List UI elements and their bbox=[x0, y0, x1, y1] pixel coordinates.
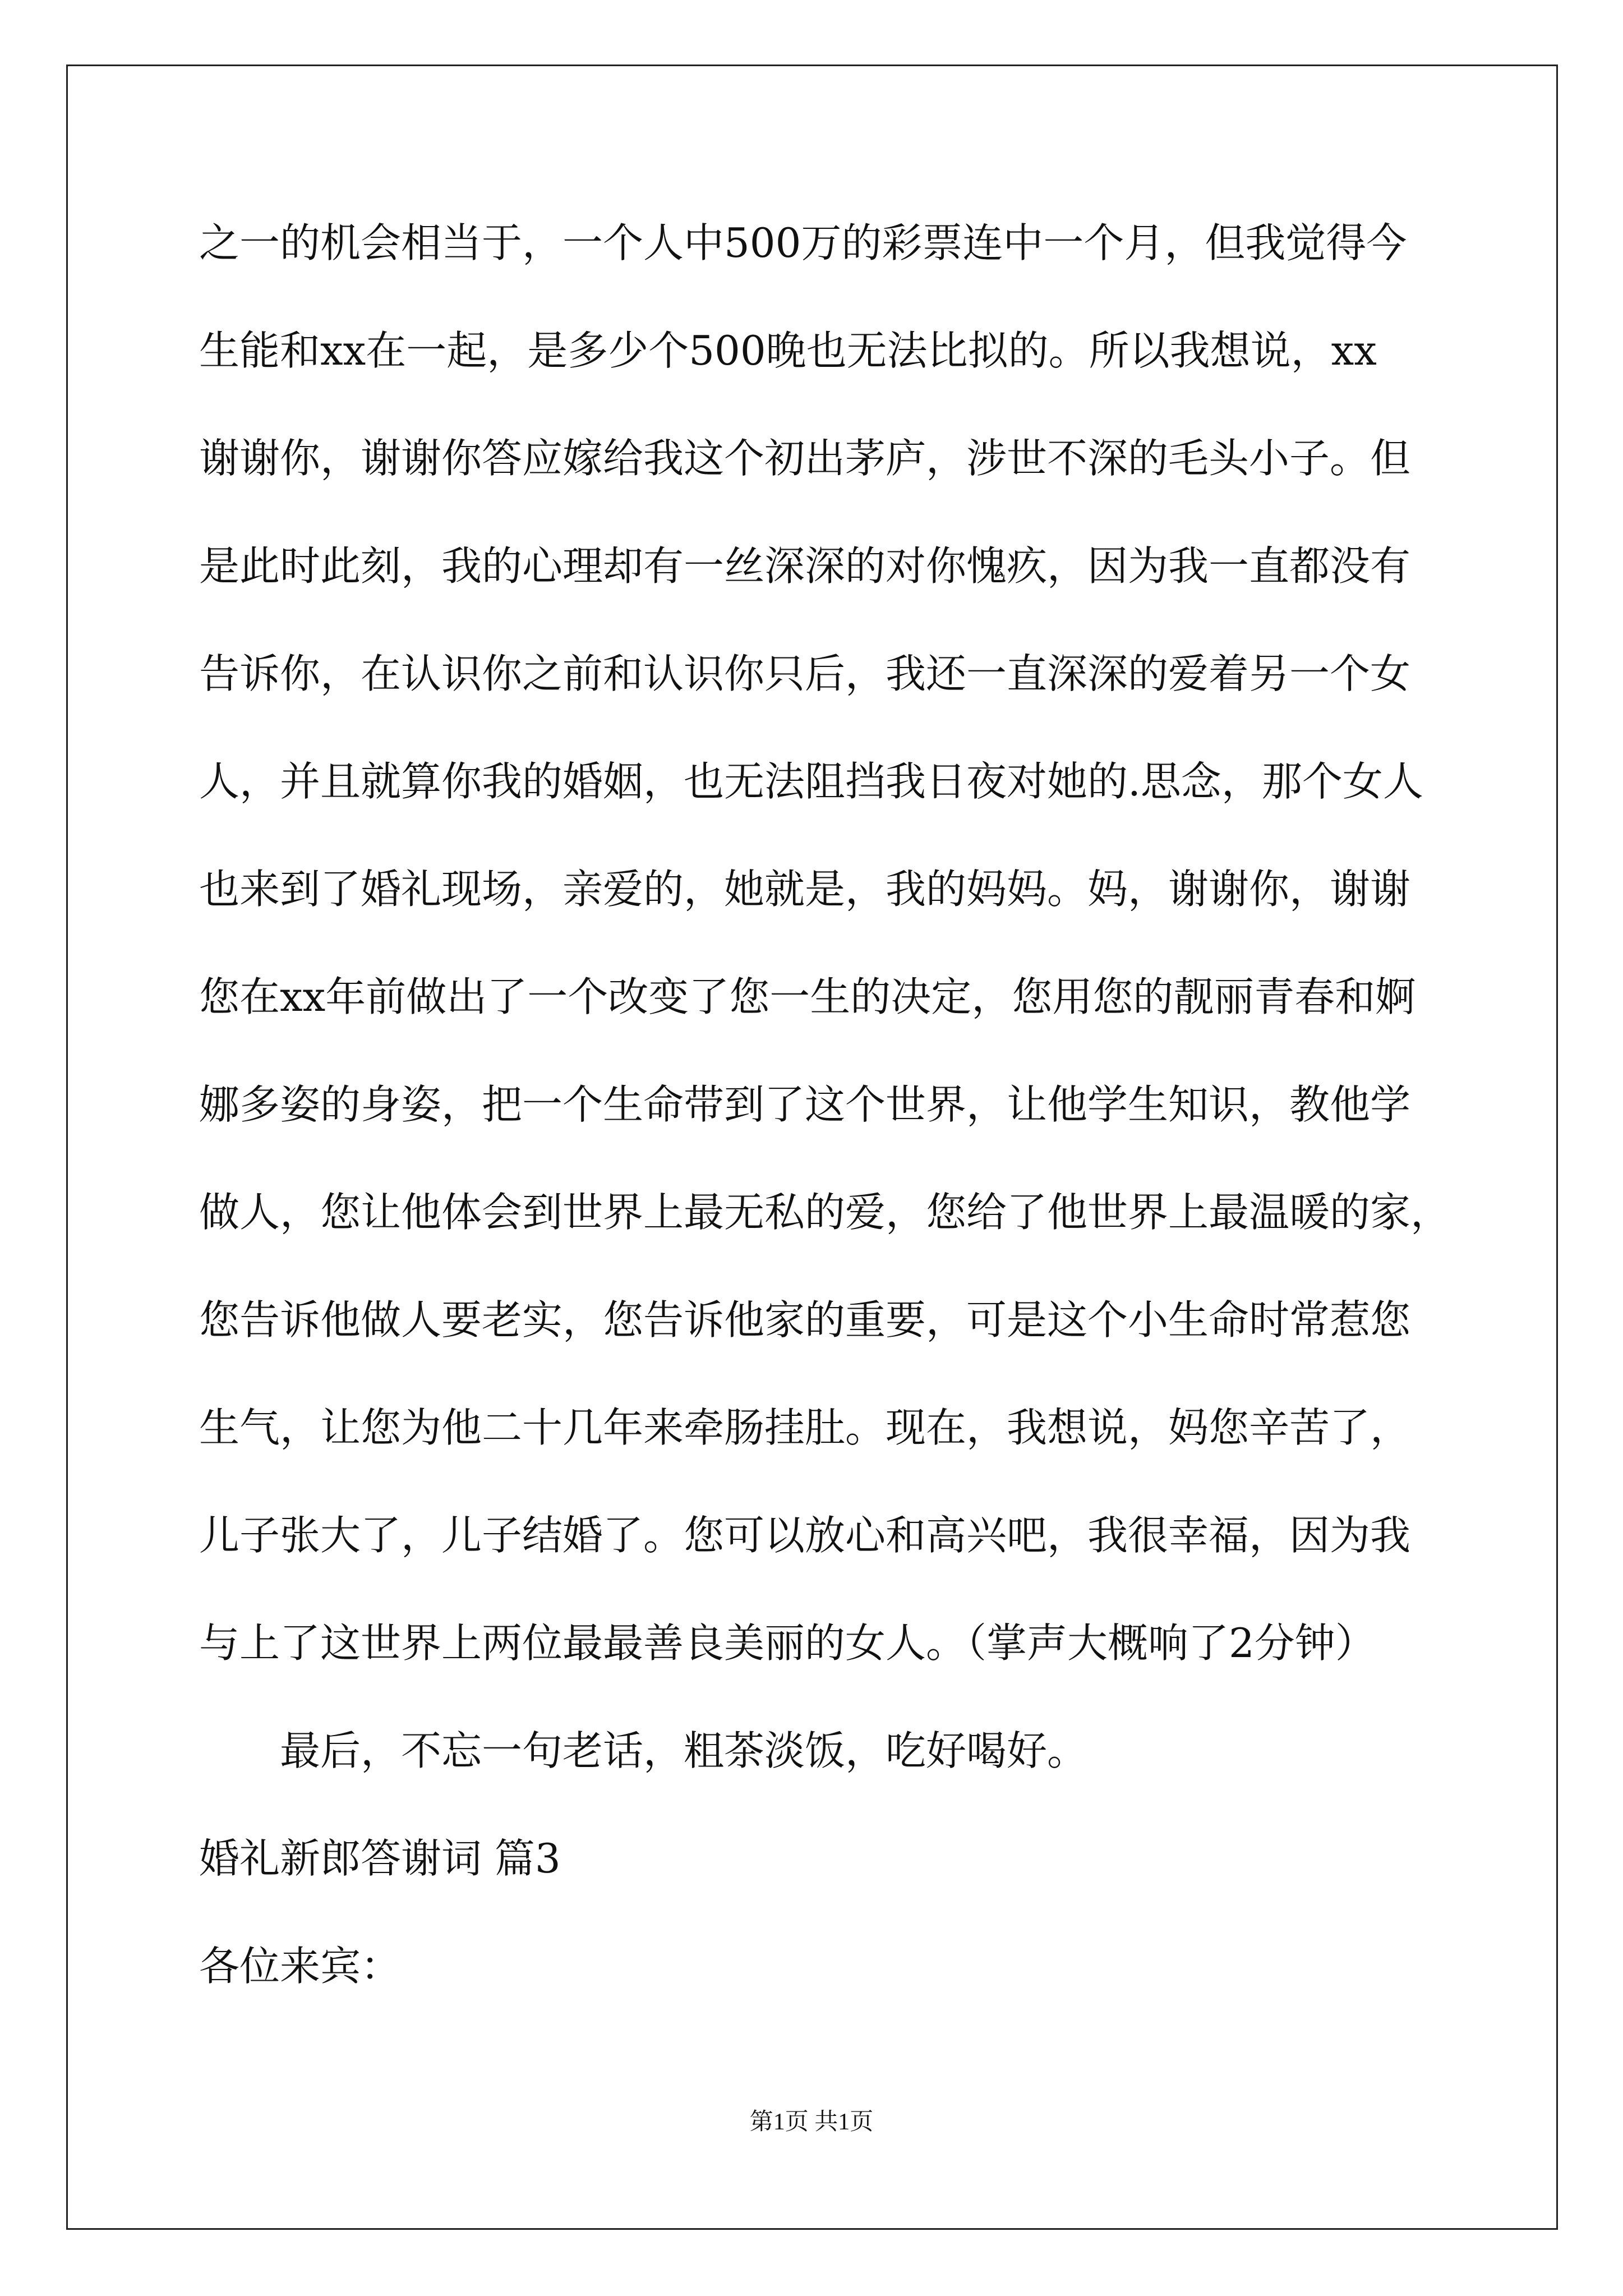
page-border bbox=[66, 65, 1558, 2230]
page-footer: 第1页 共1页 bbox=[749, 2109, 874, 2135]
body-line: 是此时此刻，我的心理却有一丝深深的对你愧疚，因为我一直都没有 bbox=[199, 542, 1411, 590]
salutation: 各位来宾： bbox=[199, 1943, 402, 1990]
body-line: 儿子张大了，儿子结婚了。您可以放心和高兴吧，我很幸福，因为我 bbox=[199, 1512, 1411, 1559]
body-line: 人，并且就算你我的婚姻，也无法阻挡我日夜对她的.思念，那个女人 bbox=[199, 758, 1423, 805]
body-line: 告诉你，在认识你之前和认识你只后，我还一直深深的爱着另一个女 bbox=[199, 650, 1411, 697]
section-heading: 婚礼新郎答谢词 篇3 bbox=[199, 1835, 561, 1882]
body-line: 与上了这世界上两位最最善良美丽的女人。（掌声大概响了2分钟） bbox=[199, 1619, 1376, 1667]
body-line: 您在xx年前做出了一个改变了您一生的决定，您用您的靓丽青春和婀 bbox=[199, 973, 1416, 1020]
body-line: 您告诉他做人要老实，您告诉他家的重要，可是这个小生命时常惹您 bbox=[199, 1296, 1411, 1343]
body-line: 之一的机会相当于，一个人中500万的彩票连中一个月，但我觉得今 bbox=[199, 219, 1407, 266]
body-line: 生气，让您为他二十几年来牵肠挂肚。现在，我想说，妈您辛苦了， bbox=[199, 1404, 1411, 1451]
body-line: 生能和xx在一起，是多少个500晚也无法比拟的。所以我想说，xx bbox=[199, 327, 1377, 374]
closing-paragraph: 最后，不忘一句老话，粗茶淡饭，吃好喝好。 bbox=[280, 1727, 1088, 1774]
body-line: 娜多姿的身姿，把一个生命带到了这个世界，让他学生知识，教他学 bbox=[199, 1081, 1411, 1128]
body-line: 谢谢你，谢谢你答应嫁给我这个初出茅庐，涉世不深的毛头小子。但 bbox=[199, 435, 1411, 482]
body-line: 也来到了婚礼现场，亲爱的，她就是，我的妈妈。妈，谢谢你，谢谢 bbox=[199, 866, 1411, 913]
body-line: 做人，您让他体会到世界上最无私的爱，您给了他世界上最温暖的家， bbox=[199, 1189, 1451, 1236]
